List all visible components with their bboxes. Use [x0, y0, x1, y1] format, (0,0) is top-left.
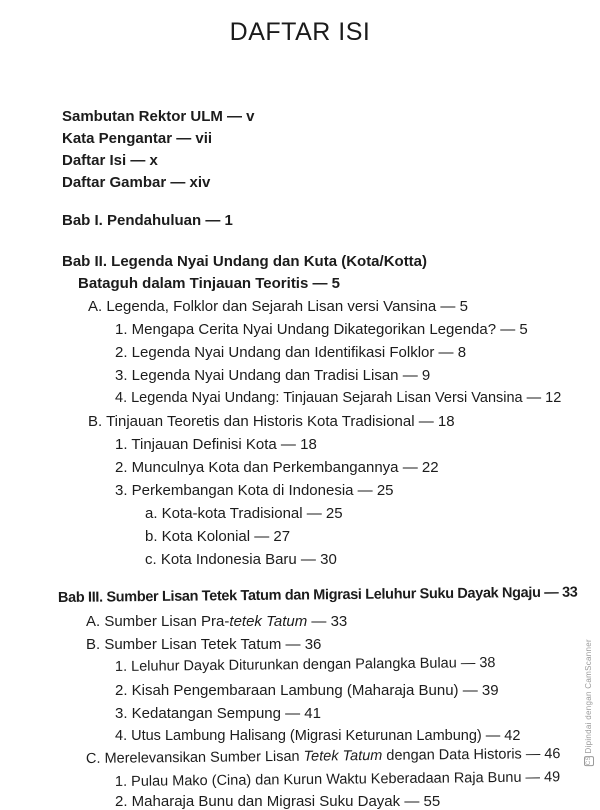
toc-item-3b-3: 3. Kedatangan Sempung — 41 — [115, 705, 321, 722]
scanner-watermark-text: Dipindai dengan CamScanner — [584, 638, 593, 754]
toc-item-2a-1: 1. Mengapa Cerita Nyai Undang Dikategorikan Legenda? — 5 — [115, 321, 528, 338]
toc-section-2a: A. Legenda, Folklor dan Sejarah Lisan versi Vansina — 5 — [88, 298, 468, 315]
toc-section-2b: B. Tinjauan Teoretis dan Historis Kota Tradisional — 18 — [88, 413, 455, 430]
toc-entry-daftar-isi: Daftar Isi — x — [62, 152, 158, 169]
toc-entry-bab-2: Bab II. Legenda Nyai Undang dan Kuta (Kota/Kotta) — [62, 253, 428, 270]
camscanner-icon: CS — [586, 756, 592, 765]
toc-item-3c-2: 2. Maharaja Bunu dan Migrasi Suku Dayak — 55 — [115, 793, 441, 810]
toc-subitem-2b-3a: a. Kota-kota Tradisional — 25 — [145, 505, 343, 522]
toc-entry-sambutan: Sambutan Rektor ULM — v — [62, 108, 255, 125]
toc-item-2b-3: 3. Perkembangan Kota di Indonesia — 25 — [115, 482, 394, 499]
toc-subitem-2b-3c: c. Kota Indonesia Baru — 30 — [145, 551, 337, 568]
toc-section-3b: B. Sumber Lisan Tetek Tatum — 36 — [86, 636, 322, 653]
page-title: DAFTAR ISI — [229, 18, 371, 46]
toc-entry-bab-2-cont: Bataguh dalam Tinjauan Teoritis — 5 — [78, 275, 340, 292]
toc-item-3c-1: 1. Pulau Mako (Cina) dan Kurun Waktu Keberadaan Raja Bunu — 49 — [114, 769, 561, 790]
toc-entry-bab-1: Bab I. Pendahuluan — 1 — [62, 212, 233, 229]
toc-section-3a: A. Sumber Lisan Pra-tetek Tatum — 33 — [86, 613, 348, 630]
toc-item-2a-3: 3. Legenda Nyai Undang dan Tradisi Lisan — 9 — [115, 367, 431, 384]
toc-item-3b-4: 4. Utus Lambung Halisang (Migrasi Keturunan Lambung) — 42 — [115, 728, 521, 744]
toc-subitem-2b-3b: b. Kota Kolonial — 27 — [145, 528, 291, 545]
toc-entry-kata-pengantar: Kata Pengantar — vii — [62, 130, 213, 147]
toc-item-3b-2: 2. Kisah Pengembaraan Lambung (Maharaja Bunu) — 39 — [115, 682, 499, 699]
toc-entry-daftar-gambar: Daftar Gambar — xiv — [62, 174, 211, 191]
toc-section-3c: C. Merelevansikan Sumber Lisan Tetek Tatum dengan Data Historis — 46 — [85, 746, 561, 767]
toc-item-3b-1: 1. Leluhur Dayak Diturunkan dengan Palangka Bulau — 38 — [114, 655, 496, 675]
toc-item-2b-2: 2. Munculnya Kota dan Perkembangannya — 22 — [115, 459, 439, 476]
toc-item-2a-4: 4. Legenda Nyai Undang: Tinjauan Sejarah Lisan Versi Vansina — 12 — [115, 390, 562, 406]
scanner-watermark — [584, 639, 594, 769]
toc-item-2b-1: 1. Tinjauan Definisi Kota — 18 — [115, 436, 317, 453]
toc-entry-bab-3: Bab III. Sumber Lisan Tetek Tatum dan Migrasi Leluhur Suku Dayak Ngaju — 33 — [57, 584, 578, 606]
toc-item-2a-2: 2. Legenda Nyai Undang dan Identifikasi Folklor — 8 — [115, 344, 467, 361]
